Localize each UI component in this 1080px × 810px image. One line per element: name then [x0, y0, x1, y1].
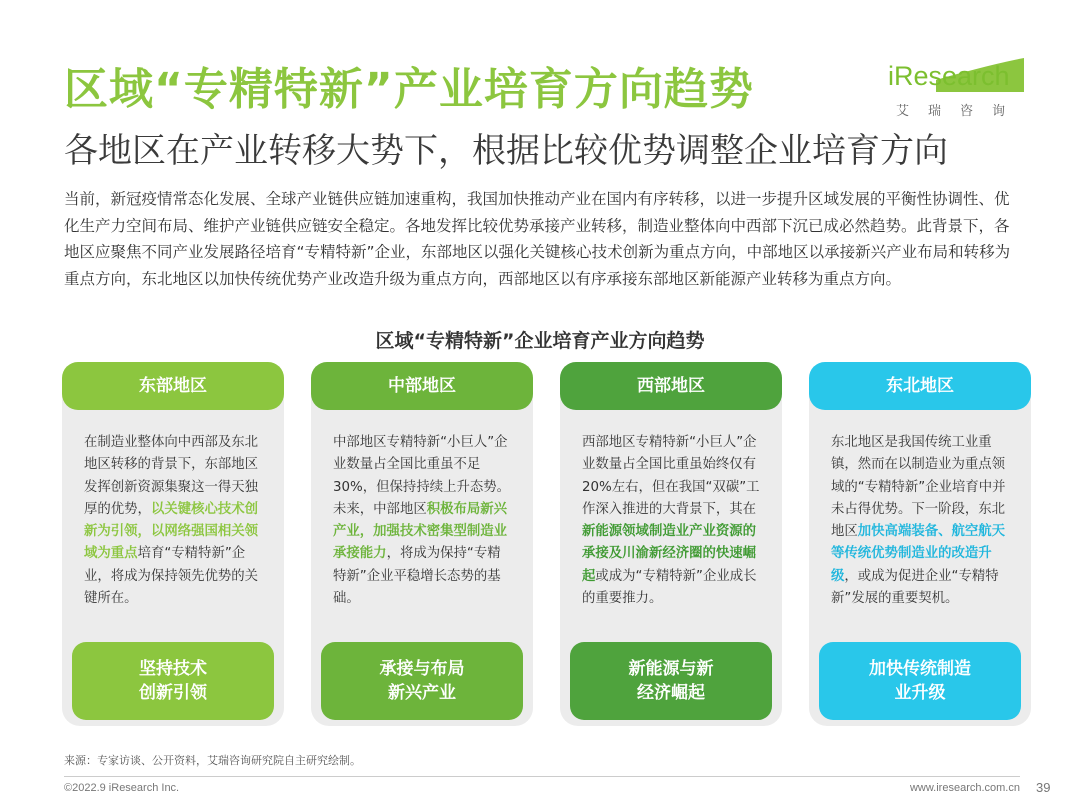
card-text-before: 中部地区专精特新“小巨人”企业数量占全国比重虽不足30%，但保持持续上升态势。未来，中部地区 — [333, 435, 511, 517]
card-west — [560, 362, 782, 726]
footer-divider — [64, 776, 1020, 777]
page-number: 39 — [1036, 780, 1051, 795]
card-header-east: 东部地区 — [62, 362, 284, 410]
iresearch-logo — [888, 58, 1028, 122]
card-footer-line1: 承接与布局 — [379, 659, 465, 679]
card-text-before: 在制造业整体向中西部及东北地区转移的背景下，东部地区发挥创新资源集聚这一得天独厚的优势， — [84, 435, 259, 517]
card-text-before: 东北地区是我国传统工业重镇，然而在以制造业为重点领域的“专精特新”企业培育中并未占得优势。下一阶段，东北地区 — [831, 435, 1006, 540]
card-northeast — [809, 362, 1031, 726]
card-text-after: ，将成为保持“专精特新”企业平稳增长态势的基础。 — [333, 546, 501, 607]
card-footer-east — [72, 642, 274, 720]
source-note: 来源：专家访谈、公开资料，艾瑞咨询研究院自主研究绘制。 — [64, 754, 361, 767]
page-subtitle: 各地区在产业转移大势下，根据比较优势调整企业培育方向 — [64, 131, 948, 171]
card-text-west — [582, 432, 762, 610]
card-text-highlight: 积极布局新兴产业，加强技术密集型制造业承接能力 — [333, 501, 508, 562]
copyright: ©2022.9 iResearch Inc. — [64, 782, 180, 794]
page-title: 区域“专精特新”产业培育方向趋势 — [64, 64, 754, 115]
card-east — [62, 362, 284, 726]
card-text-east — [84, 432, 264, 610]
card-header-northeast: 东北地区 — [809, 362, 1031, 410]
card-text-northeast — [831, 432, 1011, 610]
card-text-before: 西部地区专精特新“小巨人”企业数量占全国比重虽始终仅有20%左右，但在我国“双碳”工作深入推进的大背景下，其在 — [582, 435, 760, 517]
logo-text: iResearch — [888, 61, 1010, 91]
logo-subtext: 艾瑞咨询 — [896, 104, 1025, 119]
intro-paragraph: 当前，新冠疫情常态化发展、全球产业链供应链加速重构，我国加快推动产业在国内有序转移，以进一步提升区域发展的平衡性协调性、优化生产力空间布局、维护产业链供应链安全稳定。各地发挥比较优势承接产业转移，制造业整体向中西部下沉已成必然趋势。此背景下，各地区应聚焦不同产业发展路径培育“专精特新”企业，东部地区以强化关键核心技术创新为重点方向，中部地区以承接新兴产业布局和转移为重点方向，东北地区以加快传统优势产业改造升级为重点方向，西部地区以有序承接东部地区新能源产业转移为重点方向。 — [64, 190, 1011, 288]
card-text-after: 培育“专精特新”企业，将成为保持领先优势的关键所在。 — [84, 546, 259, 607]
logo-wordmark — [888, 58, 1026, 94]
card-text-highlight: 以关键核心技术创新为引领，以网络强国相关领域为重点 — [84, 501, 259, 562]
card-footer-line1: 新能源与新 — [628, 659, 714, 679]
card-footer-line2: 新兴产业 — [388, 683, 456, 703]
card-footer-line1: 坚持技术 — [139, 659, 207, 679]
website-link[interactable]: www.iresearch.com.cn — [909, 782, 1020, 794]
card-footer-northeast — [819, 642, 1021, 720]
chart-heading: 区域“专精特新”企业培育产业方向趋势 — [375, 330, 705, 352]
card-text-highlight: 新能源领域制造业产业资源的承接及川渝新经济圈的快速崛起 — [582, 524, 757, 584]
card-footer-central — [321, 642, 523, 720]
card-text-highlight: 加快高端装备、航空航天等传统优势制造业的改造升级 — [831, 524, 1006, 584]
card-central — [311, 362, 533, 726]
card-text-after: ，或成为促进企业“专精特新”发展的重要契机。 — [831, 568, 999, 607]
card-header-central: 中部地区 — [311, 362, 533, 410]
card-footer-west — [570, 642, 772, 720]
card-footer-line2: 经济崛起 — [637, 683, 705, 703]
card-header-west: 西部地区 — [560, 362, 782, 410]
card-footer-line2: 业升级 — [894, 683, 946, 703]
card-text-central — [333, 432, 513, 610]
card-text-after: 或成为“专精特新”企业成长的重要推力。 — [582, 568, 757, 607]
card-footer-line1: 加快传统制造 — [869, 659, 971, 679]
card-footer-line2: 创新引领 — [139, 683, 207, 703]
